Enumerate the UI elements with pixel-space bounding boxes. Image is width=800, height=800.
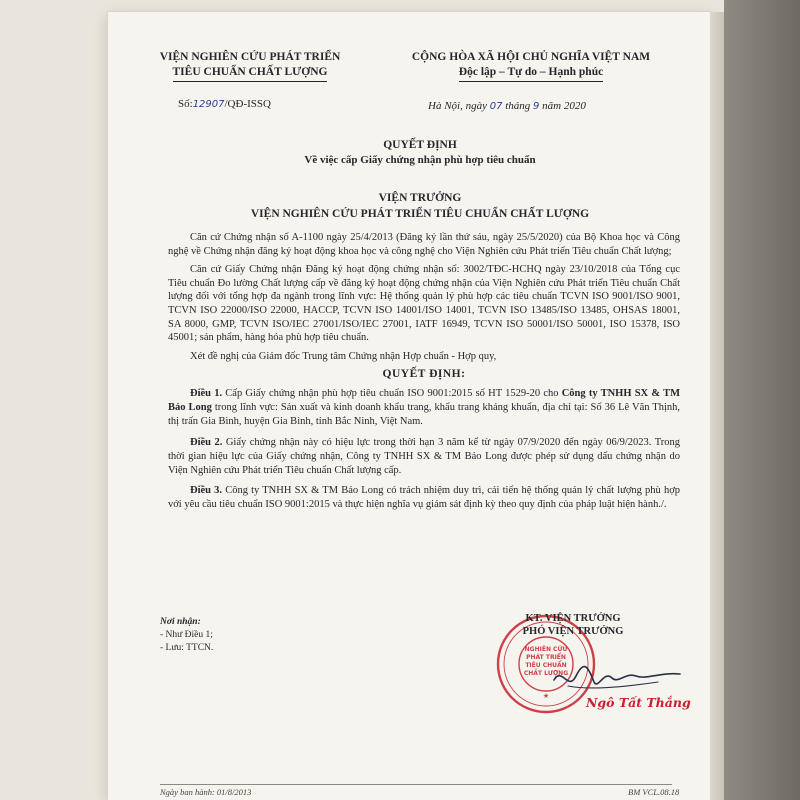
recipient-item: - Như Điều 1; [160, 630, 213, 640]
recipients-block [160, 616, 213, 655]
org-name-line1: VIỆN NGHIÊN CỨU PHÁT TRIỂN [159, 51, 341, 63]
signature-title-line2: PHÓ VIỆN TRƯỞNG [522, 626, 624, 637]
national-header [366, 50, 696, 82]
national-motto: Độc lập – Tự do – Hạnh phúc [459, 65, 603, 82]
document-body [168, 231, 680, 519]
issue-date-line: Hà Nội, ngày 07 tháng 9 năm 2020 [428, 100, 586, 112]
preamble-paragraph: Căn cứ Chứng nhận số A-1100 ngày 25/4/2013 (Đăng ký lần thứ sáu, ngày 25/5/2020) của Bộ Khoa học và Công nghệ về Chứng nhận đăng ký hoạt động khoa học và công nghệ cho Viện Nghiên cứu Phát triển Tiêu chuẩn Chất lượng; [168, 232, 680, 257]
recipients-title: Nơi nhận: [160, 617, 201, 627]
org-name-line2: TIÊU CHUẨN CHẤT LƯỢNG [173, 65, 328, 82]
handwritten-number: 12907 [192, 99, 225, 110]
footer-issue-date: Ngày ban hành: 01/8/2013 [160, 787, 252, 797]
decision-heading: QUYẾT ĐỊNH: [382, 368, 466, 381]
document-subtitle: Về việc cấp Giấy chứng nhận phù hợp tiêu chuẩn [304, 154, 536, 166]
footer-form-code: BM VCL.08.18 [628, 787, 680, 797]
svg-text:CHẤT LƯỢNG: CHẤT LƯỢNG [523, 670, 569, 677]
handwritten-month: 9 [533, 101, 540, 112]
document-page [108, 12, 710, 800]
svg-text:★: ★ [542, 692, 550, 700]
signer-name: Ngô Tất Thắng [586, 695, 691, 710]
svg-text:NGHIÊN CỨU: NGHIÊN CỨU [524, 646, 568, 653]
handwritten-day: 07 [489, 101, 503, 112]
article-1: Điều 1. Cấp Giấy chứng nhận phù hợp tiêu chuẩn ISO 9001:2015 số HT 1529-20 cho Công ty TNHH SX & TM Bảo Long trong lĩnh vực: Sản xuất và kinh doanh khẩu trang, khẩu trang kháng khuẩn, địa chỉ tại: Số 36 Lê Văn Thịnh, thị trấn Gia Bình, huyện Gia Bình, tỉnh Bắc Ninh, Việt Nam. [168, 387, 681, 428]
issuing-organization [140, 50, 360, 82]
country-name: CỘNG HÒA XÃ HỘI CHỦ NGHĨA VIỆT NAM [411, 51, 651, 63]
authority-title: VIỆN TRƯỞNG [378, 192, 462, 204]
footer-divider [160, 784, 672, 785]
signature-title-line1: KT. VIỆN TRƯỞNG [525, 613, 621, 624]
article-3: Điều 3. Công ty TNHH SX & TM Bảo Long có trách nhiệm duy trì, cải tiến hệ thống quản lý chất lượng phù hợp với yêu cầu tiêu chuẩn ISO 9001:2015 và thực hiện nghĩa vụ giám sát định kỳ theo quy định của pháp luật hiện hành./. [168, 485, 681, 511]
svg-text:PHÁT TRIỂN: PHÁT TRIỂN [526, 654, 566, 661]
background-surface [724, 0, 800, 800]
page-edge [710, 12, 724, 800]
svg-text:TIÊU CHUẨN: TIÊU CHUẨN [525, 662, 567, 669]
article-2: Điều 2. Giấy chứng nhận này có hiệu lực trong thời hạn 3 năm kể từ ngày 07/9/2020 đến ngày 06/9/2023. Trong thời gian hiệu lực của Giấy chứng nhận, Công ty TNHH SX & TM Bảo Long được phép sử dụng dấu chứng nhận do Viện Nghiên cứu Phát triển Tiêu chuẩn Chất lượng cấp. [168, 436, 680, 476]
document-title: QUYẾT ĐỊNH [383, 139, 457, 151]
recipient-item: - Lưu: TTCN. [160, 643, 214, 653]
preamble-paragraph: Căn cứ Giấy Chứng nhận Đăng ký hoạt động chứng nhận số: 3002/TĐC-HCHQ ngày 23/10/2018 của Tổng cục Tiêu chuẩn Đo lường Chất lượng cấp về đăng ký hoạt động chứng nhận của Viện Nghiên cứu Phát triển Tiêu chuẩn Chất lượng đối với tổng hợp đa ngành trong lĩnh vực: Hệ thống quản lý phù hợp các tiêu chuẩn TCVN ISO 9001/ISO 9001, TCVN ISO 22000/ISO 22000, HACCP, TCVN ISO 14001/ISO 14001, TCVN ISO 13485/ISO 13485, OHSAS 18001, SA 8000, GMP, TCVN ISO/IEC 27001/ISO/IEC 27001, IATF 16949, TCVN ISO 50001/ISO 50001, ISO 15378, ISO 45001; sản phẩm, hàng hóa phù hợp tiêu chuẩn. [168, 264, 680, 344]
reference-number: Số:12907/QĐ-ISSQ [178, 98, 271, 110]
authority-organization: VIỆN NGHIÊN CỨU PHÁT TRIỂN TIÊU CHUẨN CHẤT LƯỢNG [250, 208, 590, 220]
preamble-paragraph: Xét đề nghị của Giám đốc Trung tâm Chứng nhận Hợp chuẩn - Hợp quy, [190, 350, 497, 362]
signature-block [468, 612, 678, 638]
